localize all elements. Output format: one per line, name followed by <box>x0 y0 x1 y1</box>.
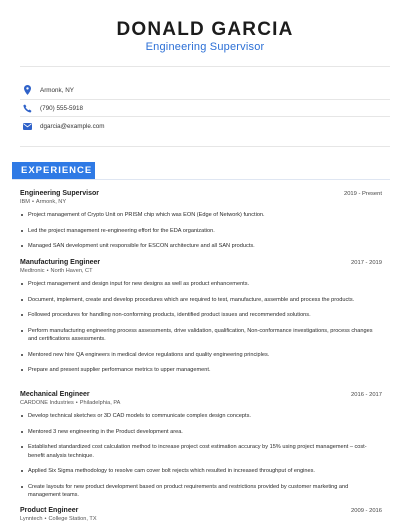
bullet-item: Create layouts for new product development based on product requirements and restrictions provided by customer marketing and management teams. <box>20 483 382 500</box>
bullet-item: Prepare and present supplier performance metrics to upper management. <box>20 366 382 375</box>
resume-name: DONALD GARCIA <box>116 19 294 40</box>
job-bullets <box>20 280 382 375</box>
job-company: Lynntech <box>20 516 43 522</box>
bullet-item: Perform manufacturing engineering process assessments, drive validation, qualification, Non-conformance investigations, process changes and certifications assessments. <box>20 327 382 344</box>
job-title: Engineering Supervisor <box>20 190 99 197</box>
job-location: Philadelphia, PA <box>79 400 121 406</box>
contact-location <box>22 84 74 96</box>
contact-phone <box>22 102 83 114</box>
job-company-line: Lynntech • College Station, TX <box>20 516 97 522</box>
job-company-line: Medtronic • North Haven, CT <box>20 268 93 274</box>
bullet-item: Mentored 3 new engineering in the Product development area. <box>20 428 382 437</box>
job-title: Manufacturing Engineer <box>20 259 101 266</box>
job-bullets <box>20 412 382 500</box>
experience-underline <box>12 179 390 180</box>
job-location: North Haven, CT <box>50 268 93 274</box>
job-entry <box>20 507 382 522</box>
bullet-item: Project management and design input for new designs as well as product enhancements. <box>20 280 382 289</box>
phone-text: (790) 555-5918 <box>40 104 84 112</box>
job-location: College Station, TX <box>48 516 97 522</box>
job-entry <box>20 391 382 500</box>
contact-divider-2 <box>20 116 390 117</box>
job-title: Mechanical Engineer <box>20 391 90 398</box>
contact-email <box>22 120 105 132</box>
job-company-line: CARDONE Industries • Philadelphia, PA <box>20 400 121 406</box>
contact-divider-3 <box>20 146 390 147</box>
experience-heading: EXPERIENCE <box>12 162 95 179</box>
bullet-item: Led the project management re-engineering effort for the EDA organization. <box>20 227 382 236</box>
job-company: CARDONE Industries <box>20 400 74 406</box>
bullet-item: Document, implement, create and develop procedures which are required to test, manufacture, assemble and process the products. <box>20 296 382 305</box>
job-entry <box>20 259 382 375</box>
bullet-item: Applied Six Sigma methodology to resolve cam cover bolt rejects which resulted in increased throughput of engines. <box>20 467 382 476</box>
bullet-item: Followed procedures for handling non-conforming products, identified product issues and recommended solutions. <box>20 311 382 320</box>
job-location: Armonk, NY <box>35 199 67 205</box>
bullet-item: Managed SAN development unit responsible for ESCON architecture and all SAN products. <box>20 242 382 251</box>
location-text: Armonk, NY <box>40 86 74 94</box>
job-dates: 2019 - Present <box>343 191 382 197</box>
bullet-item: Mentored new hire QA engineers in medical device regulations and quality engineering principles. <box>20 351 382 360</box>
bullet-item: Established standardized cost calculation method to increase project cost estimation accuracy by 15% using project management – cost-benefit analysis technique. <box>20 443 382 460</box>
job-title: Product Engineer <box>20 507 79 514</box>
phone-icon <box>22 103 32 113</box>
job-dates: 2017 - 2019 <box>351 260 382 266</box>
bullet-item: Project management of Crypto Unit on PRISM chip which was EON (Edge of Network) function. <box>20 211 382 220</box>
job-entry <box>20 190 382 251</box>
map-pin-icon <box>22 85 32 95</box>
bullet-item: Develop technical sketches or 3D CAD models to communicate complex design concepts. <box>20 412 382 421</box>
resume-title: Engineering Supervisor <box>145 41 265 53</box>
header-divider <box>20 66 390 67</box>
email-text: dgarcia@example.com <box>40 122 105 130</box>
job-company: IBM <box>20 199 30 205</box>
job-dates: 2009 - 2016 <box>351 508 382 514</box>
job-company-line: IBM • Armonk, NY <box>20 199 67 205</box>
envelope-icon <box>22 121 32 131</box>
job-dates: 2016 - 2017 <box>351 392 382 398</box>
contact-divider-1 <box>20 99 390 100</box>
job-bullets <box>20 211 382 251</box>
job-company: Medtronic <box>20 268 45 274</box>
